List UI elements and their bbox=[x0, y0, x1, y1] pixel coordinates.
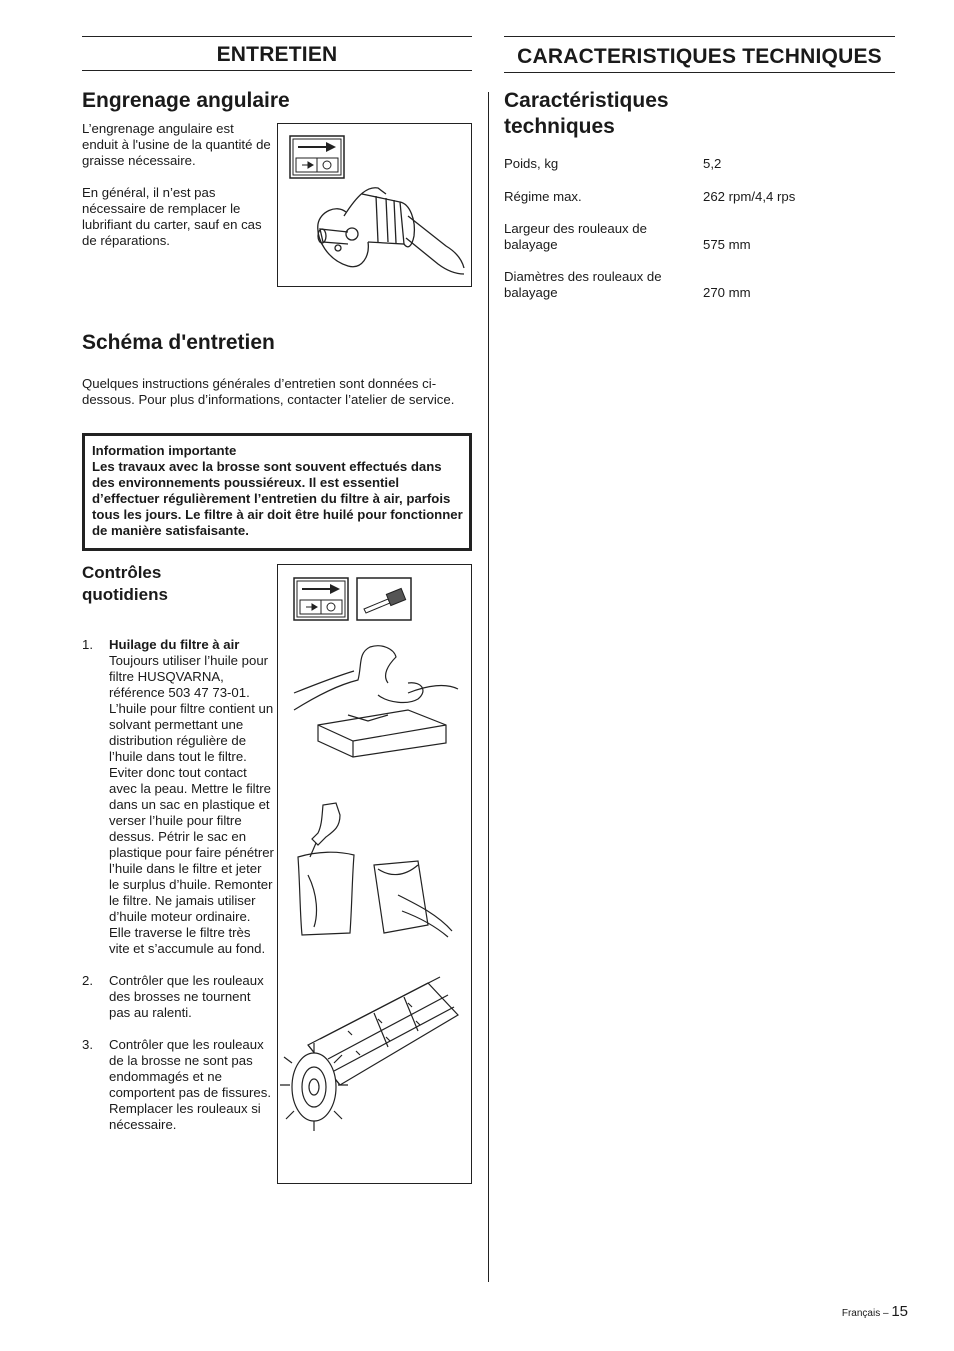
warning-title: Information importante bbox=[92, 443, 237, 458]
important-info-box bbox=[82, 433, 472, 551]
top-rule-left bbox=[82, 36, 472, 37]
controles-list bbox=[82, 637, 274, 1149]
bottom-rule-right bbox=[504, 72, 895, 73]
service-symbol-icon bbox=[290, 136, 344, 178]
list-item-number: 3. bbox=[82, 1037, 93, 1052]
list-item-number: 1. bbox=[82, 637, 93, 652]
list-item-text: Contrôler que les rouleaux des brosses ne tournent pas au ralenti. bbox=[109, 973, 264, 1020]
column-divider bbox=[488, 92, 489, 1282]
list-item-text: Toujours utiliser l’huile pour filtre HUSQVARNA, référence 503 47 73-01. L’huile pour filtre contient un solvant permettant une distribution régulière de l’huile dans tout le filtre. Eviter donc tout contact avec la peau. Mettre le filtre dans un sac en plastique et verser l’huile pour filtre dessus. Pétrir le sac en plastique pour faire pénétrer l’huile dans le filtre et jeter le surplus d’huile. Remonter le filtre. Ne jamais utiliser d’huile moteur ordinaire. Elle traverse le filtre très vite et s’accumule au fond. bbox=[109, 653, 274, 956]
spec-label: Régime max. bbox=[504, 189, 582, 204]
gearbox-illustration bbox=[278, 124, 471, 286]
spec-row-regime bbox=[504, 189, 895, 221]
spec-row-diametres bbox=[504, 269, 895, 309]
spec-label: Diamètres des rouleaux de balayage bbox=[504, 269, 662, 300]
spec-value: 270 mm bbox=[703, 285, 751, 300]
figure-gearbox bbox=[277, 123, 472, 287]
engrenage-para2: En général, il n’est pas nécessaire de remplacer le lubrifiant du carter, sauf en cas de réparations. bbox=[82, 185, 262, 248]
warning-text: Les travaux avec la brosse sont souvent effectués dans des environnements poussiéreux. Il est essentiel d’effectuer régulièrement l’entretien du filtre à air, parfois tous les jours. Le filtre à air doit être huilé pour fonctionner de manière satisfaisante. bbox=[92, 459, 463, 538]
list-item bbox=[82, 637, 274, 957]
heading-controles-line1: Contrôles bbox=[82, 563, 162, 582]
daily-checks-illustration bbox=[278, 565, 471, 1183]
list-item-text: Contrôler que les rouleaux de la brosse ne sont pas endommagés et ne comportent pas de fissures. Remplacer les rouleaux si nécessaire. bbox=[109, 1037, 271, 1132]
heading-controles bbox=[82, 562, 168, 606]
brush-tool-icon bbox=[357, 578, 411, 620]
schema-intro: Quelques instructions générales d’entretien sont données ci-dessous. Pour plus d’informations, contacter l’atelier de service. bbox=[82, 376, 455, 407]
heading-caracteristiques bbox=[504, 88, 669, 140]
spec-row-poids bbox=[504, 156, 895, 188]
section-title-caracteristiques: CARACTERISTIQUES TECHNIQUES bbox=[517, 45, 882, 68]
service-symbol-icon bbox=[294, 578, 348, 620]
spec-label: Largeur des rouleaux de balayage bbox=[504, 221, 647, 252]
angle-gear-icon bbox=[318, 188, 464, 274]
filter-bag-hand-icon bbox=[294, 646, 458, 757]
list-item-title: Huilage du filtre à air bbox=[109, 637, 240, 652]
list-item bbox=[82, 1037, 274, 1133]
heading-caracteristiques-line1: Caractéristiques bbox=[504, 89, 669, 112]
heading-controles-line2: quotidiens bbox=[82, 585, 168, 604]
figure-daily-checks bbox=[277, 564, 472, 1184]
bottom-rule-left bbox=[82, 70, 472, 71]
page-footer bbox=[842, 1303, 908, 1320]
spec-value: 575 mm bbox=[703, 237, 751, 252]
spec-value: 5,2 bbox=[703, 156, 722, 171]
engrenage-para1: L’engrenage angulaire est enduit à l'usine de la quantité de graisse nécessaire. bbox=[82, 121, 271, 168]
page-number: 15 bbox=[891, 1303, 908, 1320]
engrenage-text bbox=[82, 121, 272, 265]
heading-engrenage: Engrenage angulaire bbox=[82, 89, 290, 112]
spec-row-largeur bbox=[504, 221, 895, 261]
list-item bbox=[82, 973, 274, 1021]
heading-schema: Schéma d'entretien bbox=[82, 331, 275, 354]
heading-caracteristiques-line2: techniques bbox=[504, 115, 615, 138]
brush-roller-icon bbox=[280, 977, 458, 1131]
oil-bottle-icon bbox=[298, 803, 452, 937]
top-rule-right bbox=[504, 36, 895, 37]
section-title-entretien: ENTRETIEN bbox=[216, 43, 338, 66]
footer-language: Français – bbox=[841, 1308, 892, 1319]
list-item-number: 2. bbox=[82, 973, 93, 988]
spec-label: Poids, kg bbox=[504, 156, 559, 171]
spec-value: 262 rpm/4,4 rps bbox=[703, 189, 796, 204]
